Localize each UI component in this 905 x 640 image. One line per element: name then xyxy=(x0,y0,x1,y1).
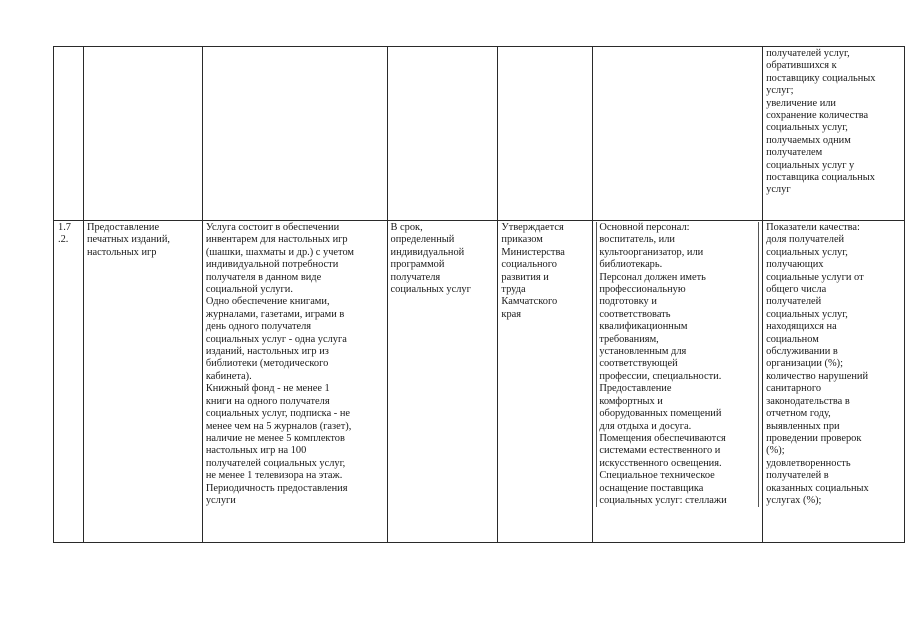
services-table xyxy=(53,46,905,543)
service-term-cell: В срок, определенный индивидуальной программой получателя социальных услуг xyxy=(387,221,498,543)
service-conditions-cell xyxy=(593,47,763,221)
service-cost-cell xyxy=(498,47,593,221)
conditions-text: Основной персонал: воспитатель, или культоорганизатор, или библиотекарь. Персонал должен иметь профессиональную подготовку и соответствовать квалификационным требованиям, установленным для соответствующей профессии, специальности. Предоставление комфортных и оборудованных помещений для отдыха и досуга. Помещения обеспечиваются системами естественного и искусственного освещения. Специальное техническое оснащение поставщика социальных услуг: стеллажи xyxy=(596,222,759,507)
quality-indicators-cell: Показатели качества: доля получателей социальных услуг, получающих социальные услуги от общего числа получателей социальных услуг, находящихся на социальном обслуживании в организации (%); количество нарушений санитарного законодательства в отчетном году, выявленных при проведении проверок (%); удовлетворенность получателей в оказанных социальных услугах (%); xyxy=(763,221,905,543)
service-cost-cell: Утверждается приказом Министерства социального развития и труда Камчатского края xyxy=(498,221,593,543)
table-row xyxy=(54,221,905,543)
quality-indicators-cell: получателей услуг, обратившихся к поставщику социальных услуг; увеличение или сохранение количества социальных услуг, получаемых одним получателем социальных услуг у поставщика социальных услуг xyxy=(763,47,905,221)
service-term-cell xyxy=(387,47,498,221)
service-description-cell: Услуга состоит в обеспечении инвентарем для настольных игр (шашки, шахматы и др.) с учетом индивидуальной потребности получателя в данном виде социальной услуги. Одно обеспечение книгами, журналами, газетами, играми в день одного получателя социальных услуг - одна услуга изданий, настольных игр из библиотеки (методического кабинета). Книжный фонд - не менее 1 книги на одного получателя социальных услуг, подписка - не менее чем на 5 журналов (газет), наличие не менее 5 комплектов настольных игр на 100 получателей социальных услуг, не менее 1 телевизора на этаж. Периодичность предоставления услуги xyxy=(202,221,387,543)
service-name-cell xyxy=(83,47,202,221)
service-name-cell: Предоставление печатных изданий, настольных игр xyxy=(83,221,202,543)
number-cell: 1.7 .2. xyxy=(54,221,84,543)
service-description-cell xyxy=(202,47,387,221)
service-conditions-cell xyxy=(593,221,763,543)
number-cell xyxy=(54,47,84,221)
table-row xyxy=(54,47,905,221)
